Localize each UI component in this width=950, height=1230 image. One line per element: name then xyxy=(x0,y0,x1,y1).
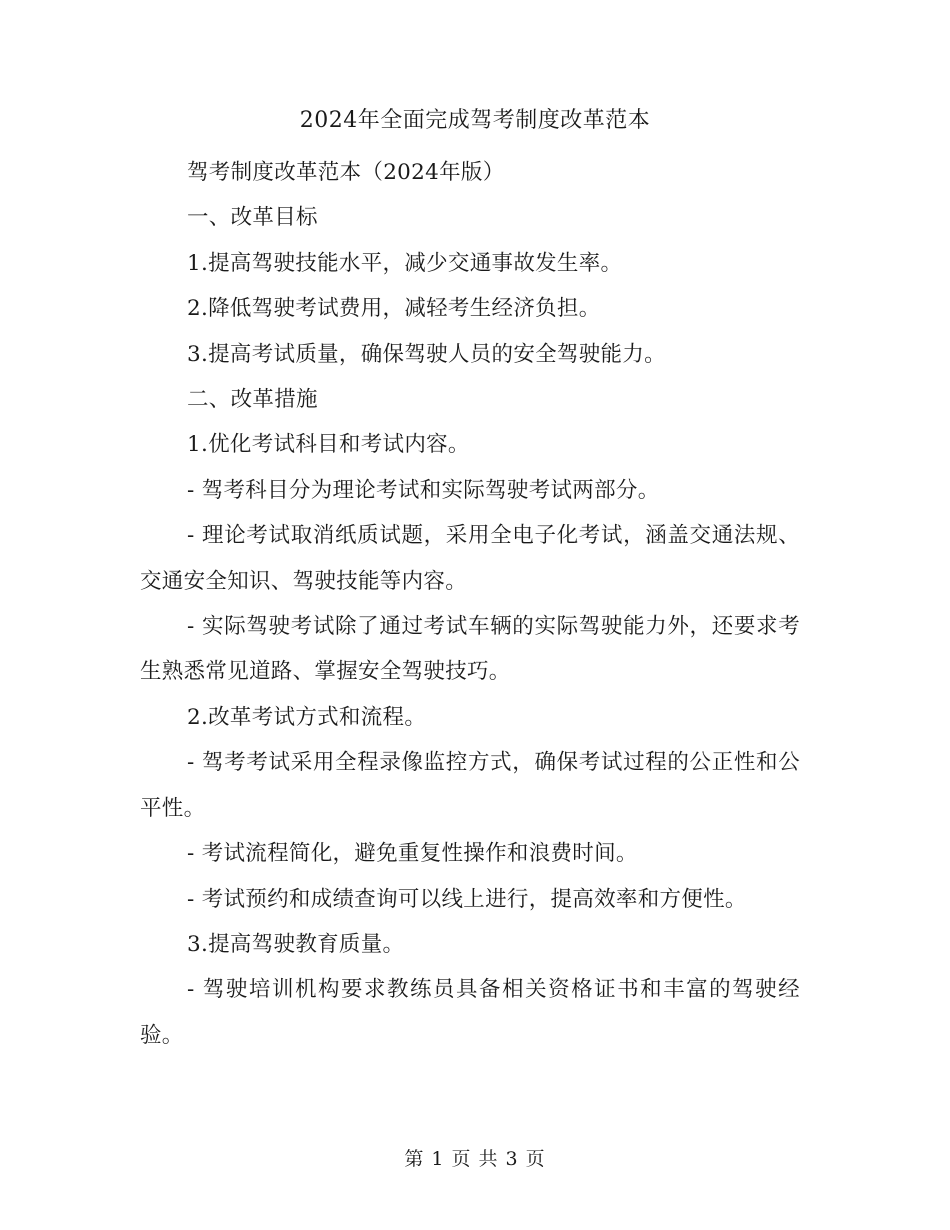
page-number-footer: 第 1 页 共 3 页 xyxy=(404,1148,546,1170)
paragraph: - 驾驶培训机构要求教练员具备相关资格证书和丰富的驾驶经验。 xyxy=(140,977,800,1048)
paragraph: - 实际驾驶考试除了通过考试车辆的实际驾驶能力外，还要求考生熟悉常见道路、掌握安全驾驶技巧。 xyxy=(140,614,800,685)
paragraph: 驾考制度改革范本（2024年版） xyxy=(187,160,505,185)
paragraph: - 驾考考试采用全程录像监控方式，确保考试过程的公正性和公平性。 xyxy=(140,750,800,821)
paragraph: - 考试流程简化，避免重复性操作和浪费时间。 xyxy=(187,841,638,867)
paragraph: 2.降低驾驶考试费用，减轻考生经济负担。 xyxy=(187,296,601,322)
paragraph: - 考试预约和成绩查询可以线上进行，提高效率和方便性。 xyxy=(187,886,747,912)
document-body xyxy=(140,150,800,1058)
paragraph: 3.提高考试质量，确保驾驶人员的安全驾驶能力。 xyxy=(187,341,666,367)
section-heading: 二、改革措施 xyxy=(187,387,318,413)
paragraph: 3.提高驾驶教育质量。 xyxy=(187,931,405,957)
paragraph: - 驾考科目分为理论考试和实际驾驶考试两部分。 xyxy=(187,477,660,503)
section-heading: 一、改革目标 xyxy=(187,205,318,231)
paragraph: 1.提高驾驶技能水平，减少交通事故发生率。 xyxy=(187,250,623,276)
paragraph: 2.改革考试方式和流程。 xyxy=(187,704,427,730)
document-title: 2024年全面完成驾考制度改革范本 xyxy=(299,108,651,133)
paragraph: 1.优化考试科目和考试内容。 xyxy=(187,432,470,458)
paragraph: - 理论考试取消纸质试题，采用全电子化考试，涵盖交通法规、交通安全知识、驾驶技能等内容。 xyxy=(140,523,800,594)
